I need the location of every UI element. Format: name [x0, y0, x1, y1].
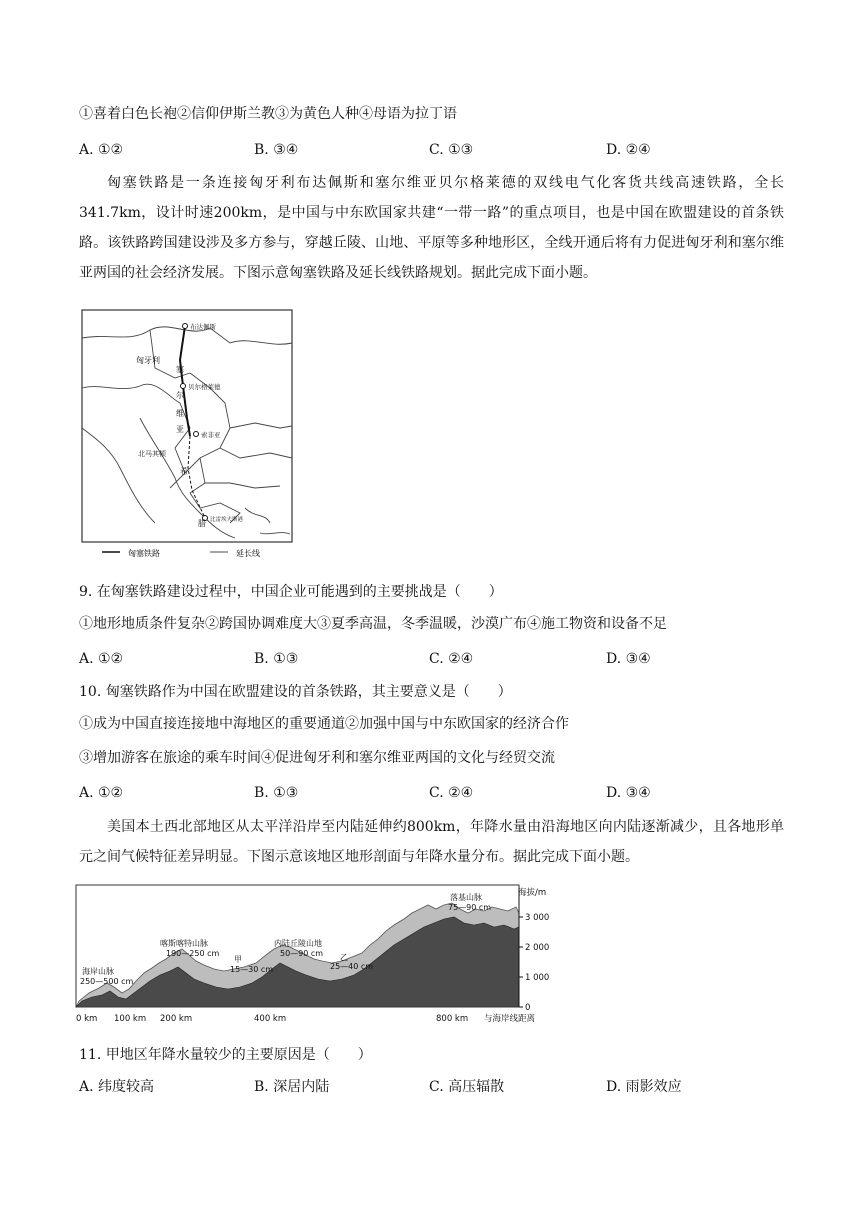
budapest-marker	[183, 324, 188, 329]
q8-option-a[interactable]: A. ①②	[79, 142, 124, 158]
label-sofia: 索非亚	[201, 431, 221, 439]
q9-option-d[interactable]: D. ③④	[606, 651, 651, 667]
region-rocky: 落基山脉	[450, 893, 482, 902]
label-greece-1: 希	[180, 467, 188, 476]
q9-statements: ①地形地质条件复杂②跨国协调难度大③夏季高温，冬季温暖，沙漠广布④施工物资和设备不足	[79, 616, 667, 632]
q8-option-c[interactable]: C. ①③	[429, 142, 474, 158]
region-coast-range: 海岸山脉	[82, 967, 114, 976]
q10-option-d[interactable]: D. ③④	[606, 785, 651, 801]
label-north-macedonia: 北马其顿	[138, 450, 166, 458]
label-greece-2: 腊	[198, 519, 206, 528]
q9-option-a[interactable]: A. ①②	[79, 651, 124, 667]
map-frame	[82, 310, 292, 542]
profile-x-title: 与海岸线距离	[484, 1014, 536, 1024]
label-serbia-3: 维	[176, 409, 184, 418]
region-coast-range-precip: 250—500 cm	[80, 977, 134, 986]
region-rocky-precip: 75—90 cm	[448, 903, 492, 912]
passage-railway: 匈塞铁路是一条连接匈牙利布达佩斯和塞尔维亚贝尔格莱德的双线电气化客货共线高速铁路，全长341.7km，设计时速200km，是中国与中东欧国家共建“一带一路”的重点项目，也是中国在欧盟建设的首条铁路。该铁路跨国建设涉及多方参与，穿越丘陵、山地、平原等多种地形区，全线开通后将有力促进匈牙利和塞尔维亚两国的社会经济发展。下图示意匈塞铁路及延长线铁路规划。据此完成下面小题。	[79, 175, 784, 281]
q11-stem: 11. 甲地区年降水量较少的主要原因是（ ）	[79, 1047, 372, 1063]
q11-option-d[interactable]: D. 雨影效应	[606, 1079, 682, 1095]
profile-xtick-200: 200 km	[160, 1014, 193, 1024]
region-cascade-precip: 190—250 cm	[166, 949, 220, 958]
profile-ytick-2000: 2 000	[525, 943, 550, 953]
label-piraeus: 比雷埃夫斯港	[210, 517, 244, 523]
passage-precipitation: 美国本土西北部地区从太平洋沿岸至内陆延伸约800km，年降水量由沿海地区向内陆逐渐减少，且各地形单元之间气候特征差异明显。下图示意该地区地形剖面与年降水量分布。据此完成下面小题。	[79, 819, 784, 865]
profile-xtick-100: 100 km	[114, 1014, 147, 1024]
q8-option-b[interactable]: B. ③④	[254, 142, 299, 158]
railway-map	[80, 308, 296, 560]
q10-option-c[interactable]: C. ②④	[429, 785, 474, 801]
label-serbia-4: 亚	[176, 425, 184, 434]
label-budapest: 布达佩斯	[190, 323, 216, 331]
profile-xtick-800: 800 km	[436, 1014, 469, 1024]
region-interior-precip: 50—90 cm	[280, 949, 324, 958]
region-jia-precip: 15—30 cm	[230, 965, 274, 974]
label-serbia-2: 尔	[176, 391, 184, 400]
q10-option-b[interactable]: B. ①③	[254, 785, 299, 801]
profile-xtick-0: 0 km	[76, 1014, 98, 1024]
terrain-profile	[74, 883, 560, 1025]
label-belgrade: 贝尔格莱德	[188, 383, 221, 391]
q10-statement-1: ①成为中国直接连接地中海地区的重要通道②加强中国与中东欧国家的经济合作	[79, 716, 569, 732]
q10-option-a[interactable]: A. ①②	[79, 785, 124, 801]
q9-option-c[interactable]: C. ②④	[429, 651, 474, 667]
region-jia: 甲	[234, 955, 242, 964]
profile-xtick-400: 400 km	[254, 1014, 287, 1024]
belgrade-marker	[181, 384, 186, 389]
q11-option-c[interactable]: C. 高压辐散	[429, 1079, 505, 1095]
q10-statement-2: ③增加游客在旅途的乘车时间④促进匈牙利和塞尔维亚两国的文化与经贸交流	[79, 750, 555, 766]
region-interior: 内陆丘陵山地	[274, 939, 322, 948]
profile-ytick-3000: 3 000	[525, 913, 550, 923]
profile-ytick-1000: 1 000	[525, 973, 550, 983]
label-hungary: 匈牙利	[136, 356, 160, 365]
q8-statements: ①喜着白色长袍②信仰伊斯兰教③为黄色人种④母语为拉丁语	[79, 106, 457, 122]
legend-extension-label: 延长线	[236, 549, 260, 558]
profile-y-title: 海拔/m	[518, 888, 547, 898]
region-yi: 乙	[340, 953, 348, 962]
q11-option-b[interactable]: B. 深居内陆	[254, 1079, 330, 1095]
region-cascade: 喀斯喀特山脉	[160, 939, 208, 948]
region-yi-precip: 25—40 cm	[330, 962, 374, 971]
q9-option-b[interactable]: B. ①③	[254, 651, 299, 667]
profile-ytick-0: 0	[525, 1003, 531, 1013]
legend-railway-label: 匈塞铁路	[128, 549, 160, 558]
label-serbia-1: 塞	[176, 365, 184, 374]
q11-option-a[interactable]: A. 纬度较高	[79, 1079, 155, 1095]
sofia-marker	[194, 432, 199, 437]
q10-stem: 10. 匈塞铁路作为中国在欧盟建设的首条铁路，其主要意义是（ ）	[79, 684, 512, 700]
q9-stem: 9. 在匈塞铁路建设过程中，中国企业可能遇到的主要挑战是（ ）	[79, 584, 503, 600]
q8-option-d[interactable]: D. ②④	[606, 142, 651, 158]
